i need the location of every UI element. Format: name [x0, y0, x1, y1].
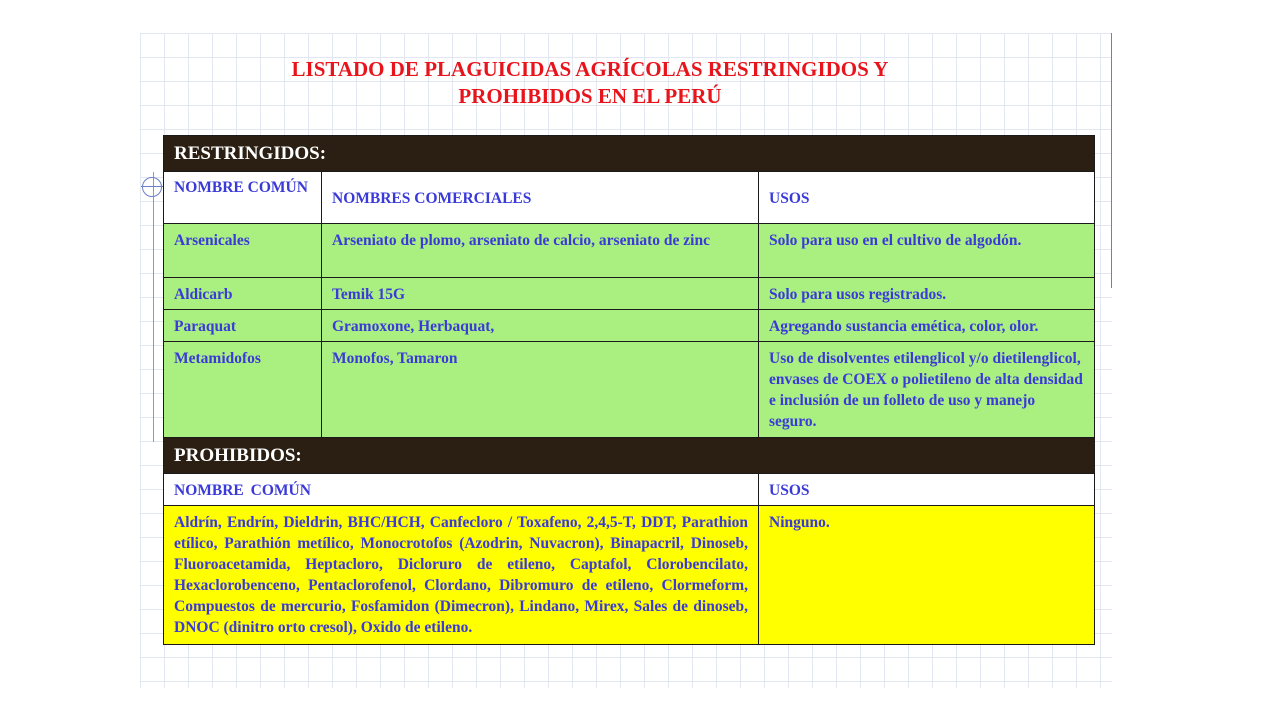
guide-line-left [153, 172, 154, 442]
row-usos: Solo para uso en el cultivo de algodón. [759, 224, 1095, 278]
header-nombre-comun: NOMBRE COMÚN [164, 172, 322, 224]
title-line-1: LISTADO DE PLAGUICIDAS AGRÍCOLAS RESTRINGIDOS Y [291, 57, 889, 81]
row-usos: Agregando sustancia emética, color, olor. [759, 310, 1095, 342]
header-usos: USOS [759, 172, 1095, 224]
table-row [164, 278, 1095, 310]
row-nombre: Arsenicales [164, 224, 322, 278]
prohibidos-lista: Aldrín, Endrín, Dieldrin, BHC/HCH, Canfecloro / Toxafeno, 2,4,5-T, DDT, Parathion etílico, Parathión metílico, Monocrotofos (Azodrin, Nuvacron), Binapacril, Dinoseb, Fluoroacetamida, Heptacloro, Dicloruro de etileno, Captafol, Clorobencilato, Hexaclorobenceno, Pentaclorofenol, Clordano, Dibromuro de etileno, Clormeform, Compuestos de mercurio, Fosfamidon (Dimecron), Lindano, Mirex, Sales de dinoseb, DNOC (dinitro orto cresol), Oxido de etileno. [164, 506, 759, 645]
prohibidos-section-label: PROHIBIDOS: [164, 438, 1095, 474]
row-comerciales: Gramoxone, Herbaquat, [322, 310, 759, 342]
table-row [164, 342, 1095, 438]
row-comerciales: Monofos, Tamaron [322, 342, 759, 438]
page-title [140, 56, 1040, 110]
guide-line-right [1111, 33, 1112, 288]
prohibidos-header-row [164, 474, 1095, 506]
crosshair-circle-icon [142, 177, 162, 197]
header-nombre-comun-prohibidos: NOMBRE COMÚN [164, 474, 759, 506]
restringidos-section-row [164, 136, 1095, 172]
prohibidos-usos: Ninguno. [759, 506, 1095, 645]
row-nombre: Metamidofos [164, 342, 322, 438]
header-usos-prohibidos: USOS [759, 474, 1095, 506]
restringidos-header-row [164, 172, 1095, 224]
prohibidos-section-row [164, 438, 1095, 474]
row-comerciales: Arseniato de plomo, arseniato de calcio, arseniato de zinc [322, 224, 759, 278]
row-usos: Solo para usos registrados. [759, 278, 1095, 310]
row-nombre: Paraquat [164, 310, 322, 342]
row-nombre: Aldicarb [164, 278, 322, 310]
prohibidos-row [164, 506, 1095, 645]
header-nombres-comerciales: NOMBRES COMERCIALES [322, 172, 759, 224]
table-row [164, 224, 1095, 278]
pesticide-table [163, 135, 1095, 645]
table-row [164, 310, 1095, 342]
title-line-2: PROHIBIDOS EN EL PERÚ [458, 84, 722, 108]
restringidos-section-label: RESTRINGIDOS: [164, 136, 1095, 172]
row-comerciales: Temik 15G [322, 278, 759, 310]
row-usos: Uso de disolventes etilenglicol y/o dietilenglicol, envases de COEX o polietileno de alta densidad e inclusión de un folleto de uso y manejo seguro. [759, 342, 1095, 438]
